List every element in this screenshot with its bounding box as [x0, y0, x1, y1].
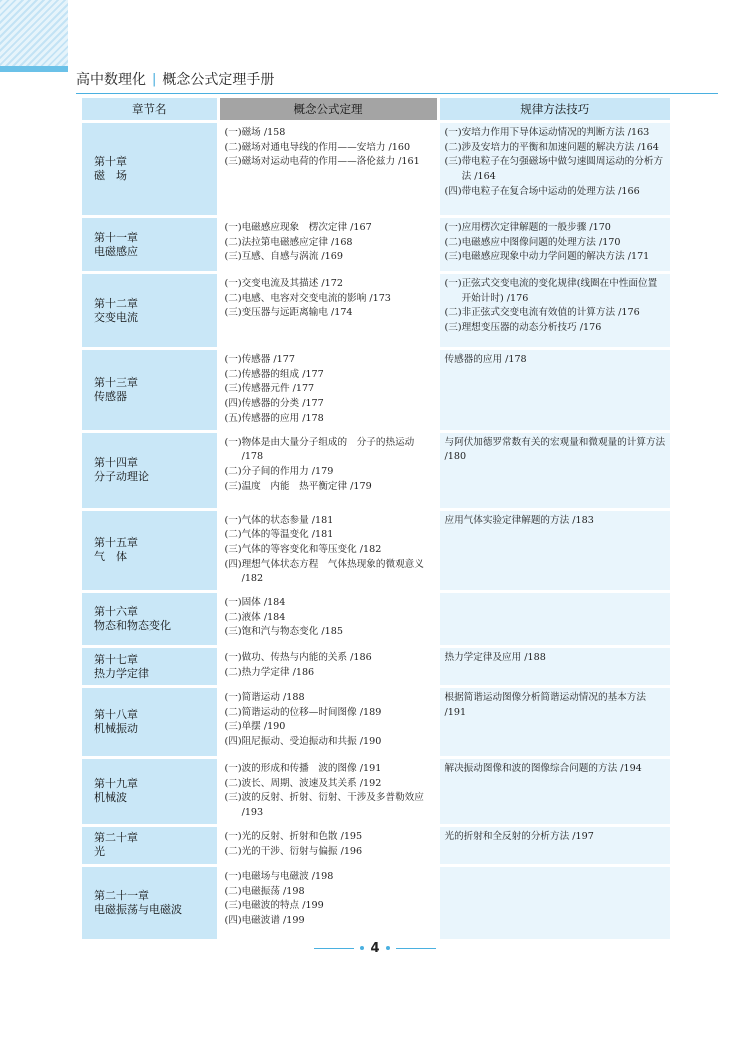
chapter-cell	[82, 687, 218, 758]
chapter-title: 光	[94, 845, 105, 859]
item-text: 简谐运动的位移—时间图像 /189	[241, 706, 382, 718]
item-text: 做功、传热与内能的关系 /186	[241, 652, 372, 664]
item-number: (二)	[224, 666, 242, 678]
table-row	[82, 431, 670, 509]
item-number: (二)	[224, 236, 242, 248]
concept-item	[225, 480, 433, 495]
item-text: 气体的等容变化和等压变化 /182	[241, 543, 382, 555]
chapter-title: 电磁感应	[94, 244, 138, 258]
item-text: 带电粒子在复合场中运动的处理方法 /166	[461, 185, 640, 197]
chapter-title: 机械波	[94, 791, 127, 805]
chapter-cell	[82, 349, 218, 432]
item-text: 物体是由大量分子组成的 分子的热运动 /178	[241, 436, 415, 463]
chapter-cell	[82, 273, 218, 349]
concepts-cell	[218, 273, 438, 349]
book-subtitle: 概念公式定理手册	[162, 72, 275, 88]
item-text: 饱和汽与物态变化 /185	[241, 626, 343, 638]
item-number: (三)	[444, 322, 462, 334]
chapter-cell	[82, 217, 218, 273]
chapter-cell	[82, 509, 218, 592]
chapter-title: 传感器	[94, 389, 127, 403]
item-text: 简谐运动 /188	[241, 692, 305, 704]
concept-item	[225, 368, 433, 383]
item-text: 分子间的作用力 /179	[241, 465, 334, 477]
item-text: 应用楞次定律解题的一般步骤 /170	[461, 222, 611, 233]
item-number: (二)	[224, 368, 242, 380]
method-item	[445, 306, 667, 321]
item-number: (二)	[224, 845, 242, 857]
item-text: 理想气体状态方程 气体热现象的微观意义 /182	[241, 558, 424, 585]
item-text: 波的反射、折射、衍射、干涉及多普勒效应 /193	[241, 792, 424, 819]
item-number: (一)	[444, 222, 462, 233]
chapter-number: 第十七章	[94, 652, 138, 666]
item-number: (三)	[224, 543, 242, 555]
item-number: (一)	[224, 278, 242, 289]
item-number: (四)	[224, 558, 242, 570]
item-text: 电磁感应现象 楞次定律 /167	[241, 222, 372, 233]
method-text: 解决振动图像和波的图像综合问题的方法 /194	[444, 763, 642, 775]
concepts-cell	[218, 758, 438, 826]
concept-item	[225, 155, 433, 170]
method-text: 与阿伏加德罗常数有关的宏观量和微观量的计算方法 /180	[444, 436, 666, 463]
methods-cell	[438, 349, 670, 432]
item-number: (一)	[224, 514, 242, 526]
concept-item	[225, 353, 433, 368]
concept-item	[225, 651, 433, 666]
item-number: (一)	[224, 870, 242, 882]
methods-cell	[438, 217, 670, 273]
item-number: (三)	[224, 721, 242, 733]
item-number: (一)	[224, 830, 242, 842]
chapter-title: 热力学定律	[94, 666, 149, 680]
methods-cell	[438, 825, 670, 865]
methods-cell	[438, 509, 670, 592]
concepts-cell	[218, 349, 438, 432]
column-header-methods: 规律方法技巧	[438, 98, 670, 122]
chapter-number: 第十四章	[94, 456, 138, 470]
concept-item	[225, 514, 433, 529]
item-number: (四)	[444, 185, 462, 197]
item-text: 固体 /184	[241, 597, 286, 609]
item-text: 液体 /184	[241, 611, 286, 623]
chapter-cell	[82, 865, 218, 940]
concept-item	[225, 221, 433, 236]
chapter-cell	[82, 122, 218, 217]
corner-decoration	[0, 0, 68, 66]
concept-item	[225, 465, 433, 480]
item-text: 电磁振荡 /198	[241, 885, 305, 897]
method-text: 根据简谐运动图像分析简谐运动情况的基本方法 /191	[444, 692, 646, 718]
item-text: 磁场对运动电荷的作用——洛伦兹力 /161	[241, 156, 420, 168]
item-text: 阻尼振动、受迫振动和共振 /190	[241, 736, 382, 748]
item-text: 传感器的应用 /178	[241, 412, 324, 424]
item-text: 传感器的组成 /177	[241, 368, 324, 380]
table-row	[82, 647, 670, 687]
item-text: 涉及安培力的平衡和加速问题的解决方法 /164	[461, 141, 659, 153]
methods-cell	[438, 592, 670, 647]
item-number: (二)	[224, 529, 242, 541]
item-text: 变压器与远距离输电 /174	[241, 307, 353, 319]
item-number: (二)	[224, 706, 242, 718]
item-text: 波的形成和传播 波的图像 /191	[241, 763, 382, 775]
chapter-number: 第二十章	[94, 831, 138, 845]
item-number: (一)	[444, 278, 462, 289]
column-header-concepts: 概念公式定理	[218, 98, 438, 122]
column-header-chapter: 章节名	[82, 98, 218, 122]
contents-table	[82, 98, 670, 942]
method-text: 热力学定律及应用 /188	[444, 652, 546, 664]
method-text: 应用气体实验定律解题的方法 /183	[444, 514, 594, 526]
chapter-number: 第十一章	[94, 230, 138, 244]
chapter-title: 机械振动	[94, 722, 138, 736]
item-text: 带电粒子在匀强磁场中做匀速圆周运动的分析方法 /164	[461, 156, 664, 183]
item-number: (三)	[444, 251, 462, 263]
item-number: (四)	[224, 398, 242, 410]
chapter-title: 磁 场	[94, 169, 127, 182]
concept-item	[225, 885, 433, 900]
item-number: (二)	[444, 307, 462, 319]
concept-item	[225, 691, 433, 706]
concept-item	[225, 382, 433, 397]
item-text: 热力学定律 /186	[241, 666, 315, 678]
item-text: 安培力作用下导体运动情况的判断方法 /163	[461, 127, 650, 138]
footer-line-right	[396, 948, 436, 949]
chapter-cell	[82, 647, 218, 687]
item-number: (三)	[224, 156, 242, 168]
concept-item	[225, 735, 433, 750]
item-text: 电磁波的特点 /199	[241, 900, 324, 912]
concept-item	[225, 277, 433, 292]
concepts-cell	[218, 865, 438, 940]
concept-item	[225, 250, 433, 265]
method-text	[440, 593, 671, 599]
concept-item	[225, 611, 433, 626]
table-row	[82, 509, 670, 592]
chapter-number: 第十五章	[94, 536, 138, 550]
item-number: (二)	[224, 777, 242, 789]
item-number: (三)	[444, 156, 462, 168]
concept-item	[225, 596, 433, 611]
concept-item	[225, 914, 433, 929]
header-rule	[76, 93, 718, 94]
table-row	[82, 758, 670, 826]
method-item	[445, 221, 667, 236]
item-text: 法拉第电磁感应定律 /168	[241, 236, 353, 248]
item-text: 电磁感应现象中动力学问题的解决方法 /171	[461, 251, 650, 263]
footer-dot-right	[386, 946, 390, 950]
item-number: (一)	[224, 222, 242, 233]
method-text: 光的折射和全反射的分析方法 /197	[444, 830, 594, 842]
item-number: (一)	[224, 354, 242, 365]
chapter-cell	[82, 758, 218, 826]
page-footer	[0, 938, 750, 958]
item-text: 交变电流及其描述 /172	[241, 278, 343, 289]
item-number: (五)	[224, 412, 242, 424]
table-row	[82, 687, 670, 758]
item-number: (二)	[224, 885, 242, 897]
chapter-title: 气 体	[94, 550, 127, 564]
item-number: (一)	[224, 692, 242, 704]
item-text: 光的干涉、衍射与偏振 /196	[241, 845, 363, 857]
item-text: 传感器 /177	[241, 354, 295, 365]
item-text: 温度 内能 热平衡定律 /179	[241, 480, 372, 492]
chapter-number: 第二十一章	[94, 888, 149, 902]
concept-item	[225, 870, 433, 885]
methods-cell	[438, 122, 670, 217]
concepts-cell	[218, 217, 438, 273]
item-number: (一)	[224, 597, 242, 609]
table-row	[82, 273, 670, 349]
book-title: 高中数理化	[76, 72, 146, 88]
chapter-number: 第十章	[94, 155, 127, 168]
running-header	[76, 68, 274, 90]
concept-item	[225, 236, 433, 251]
chapter-cell	[82, 431, 218, 509]
chapter-cell	[82, 592, 218, 647]
concepts-cell	[218, 509, 438, 592]
item-number: (三)	[224, 307, 242, 319]
method-item	[445, 126, 667, 141]
item-text: 理想变压器的动态分析技巧 /176	[461, 322, 602, 334]
chapter-number: 第十八章	[94, 708, 138, 722]
item-text: 磁场对通电导线的作用——安培力 /160	[241, 141, 411, 153]
item-number: (二)	[224, 141, 242, 153]
item-number: (二)	[444, 141, 462, 153]
chapter-number: 第十二章	[94, 296, 138, 310]
item-text: 互感、自感与涡流 /169	[241, 251, 343, 263]
item-number: (三)	[224, 383, 242, 395]
item-text: 电磁场与电磁波 /198	[241, 870, 334, 882]
methods-cell	[438, 647, 670, 687]
concept-item	[225, 528, 433, 543]
concepts-cell	[218, 687, 438, 758]
method-item	[445, 185, 667, 200]
concept-item	[225, 412, 433, 427]
concept-item	[225, 706, 433, 721]
header-separator: |	[152, 71, 157, 87]
item-text: 单摆 /190	[241, 721, 286, 733]
item-number: (三)	[224, 251, 242, 263]
item-number: (一)	[444, 127, 462, 138]
concept-item	[225, 762, 433, 777]
item-number: (二)	[224, 292, 242, 304]
table-row	[82, 349, 670, 432]
chapter-title: 分子动理论	[94, 470, 149, 484]
concept-item	[225, 558, 433, 587]
item-number: (三)	[224, 792, 242, 804]
concept-item	[225, 777, 433, 792]
chapter-cell	[82, 825, 218, 865]
item-text: 波长、周期、波速及其关系 /192	[241, 777, 382, 789]
item-number: (二)	[444, 236, 462, 248]
concept-item	[225, 830, 433, 845]
concept-item	[225, 141, 433, 156]
item-number: (一)	[224, 763, 242, 775]
concepts-cell	[218, 647, 438, 687]
item-number: (一)	[224, 652, 242, 664]
concepts-cell	[218, 592, 438, 647]
item-text: 磁场 /158	[241, 127, 286, 138]
item-number: (二)	[224, 465, 242, 477]
chapter-title: 交变电流	[94, 310, 138, 324]
concept-item	[225, 625, 433, 640]
concepts-cell	[218, 431, 438, 509]
table-row	[82, 122, 670, 217]
chapter-number: 第十三章	[94, 375, 138, 389]
table-header-row	[82, 98, 670, 122]
item-text: 电磁感应中图像问题的处理方法 /170	[461, 236, 621, 248]
method-item	[445, 250, 667, 265]
table-row	[82, 865, 670, 940]
method-item	[445, 141, 667, 156]
item-number: (一)	[224, 127, 242, 138]
item-text: 气体的等温变化 /181	[241, 529, 334, 541]
concepts-cell	[218, 122, 438, 217]
concept-item	[225, 543, 433, 558]
methods-cell	[438, 865, 670, 940]
item-text: 光的反射、折射和色散 /195	[241, 830, 363, 842]
methods-cell	[438, 431, 670, 509]
concept-item	[225, 899, 433, 914]
method-item	[445, 155, 667, 184]
chapter-number: 第十六章	[94, 605, 138, 619]
concept-item	[225, 397, 433, 412]
concept-item	[225, 845, 433, 860]
concept-item	[225, 292, 433, 307]
concept-item	[225, 306, 433, 321]
item-number: (二)	[224, 611, 242, 623]
page-number: 4	[370, 940, 380, 956]
methods-cell	[438, 758, 670, 826]
item-text: 传感器元件 /177	[241, 383, 315, 395]
concept-item	[225, 126, 433, 141]
concept-item	[225, 666, 433, 681]
item-text: 电感、电容对交变电流的影响 /173	[241, 292, 391, 304]
item-text: 气体的状态参量 /181	[241, 514, 334, 526]
item-number: (三)	[224, 626, 242, 638]
table-row	[82, 825, 670, 865]
table-row	[82, 592, 670, 647]
chapter-title: 物态和物态变化	[94, 619, 171, 633]
item-number: (一)	[224, 436, 242, 448]
item-text: 电磁波谱 /199	[241, 914, 305, 926]
method-item	[445, 321, 667, 336]
item-number: (四)	[224, 736, 242, 748]
item-text: 非正弦式交变电流有效值的计算方法 /176	[461, 307, 640, 319]
method-text	[440, 867, 671, 873]
item-text: 正弦式交变电流的变化规律(线圈在中性面位置开始计时) /176	[461, 278, 658, 304]
chapter-title: 电磁振荡与电磁波	[94, 902, 182, 916]
method-text: 传感器的应用 /178	[444, 354, 527, 365]
concept-item	[225, 720, 433, 735]
item-number: (三)	[224, 900, 242, 912]
table-row	[82, 217, 670, 273]
concept-item	[225, 791, 433, 820]
method-item	[445, 277, 667, 306]
concept-item	[225, 436, 433, 465]
item-number: (三)	[224, 480, 242, 492]
corner-strip	[0, 66, 68, 72]
footer-line-left	[314, 948, 354, 949]
methods-cell	[438, 687, 670, 758]
method-item	[445, 236, 667, 251]
item-text: 传感器的分类 /177	[241, 398, 324, 410]
chapter-number: 第十九章	[94, 777, 138, 791]
methods-cell	[438, 273, 670, 349]
concepts-cell	[218, 825, 438, 865]
item-number: (四)	[224, 914, 242, 926]
footer-dot-left	[360, 946, 364, 950]
